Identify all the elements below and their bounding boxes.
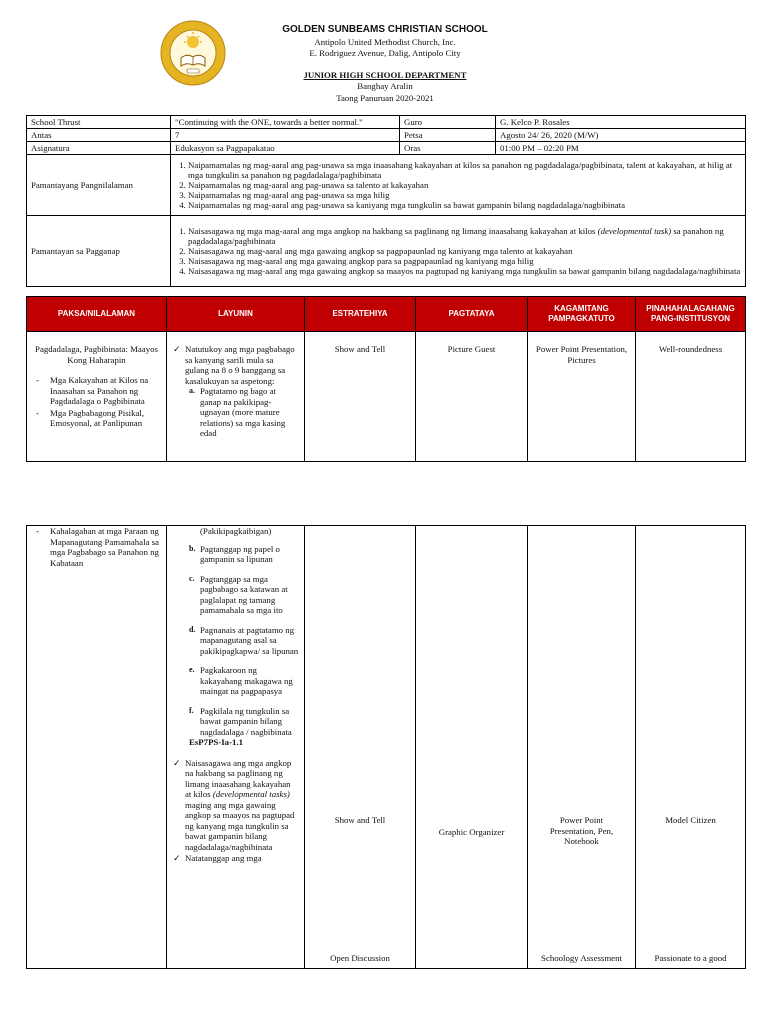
- document-type: Banghay Aralin: [357, 81, 413, 91]
- sub-item-letter: d.: [189, 624, 196, 634]
- estratehiya-cell: Show and Tell: [305, 332, 416, 462]
- pagganap-item: [188, 226, 741, 246]
- school-year: Taong Panuruan 2020-2021: [336, 93, 434, 103]
- pagtataya-cell: [416, 526, 528, 969]
- layunin-sub-item: [172, 625, 299, 657]
- kagamitan-cell: [528, 526, 636, 969]
- kagamitan-1: Power Point Presentation, Pen, Notebook: [549, 815, 614, 846]
- paksa-cell: [27, 332, 167, 462]
- layunin-cell: [167, 526, 305, 969]
- col-header-layunin: LAYUNIN: [167, 297, 305, 332]
- checkmark-icon: ✓: [173, 757, 181, 768]
- layunin-text: Natatanggap ang mga: [185, 853, 262, 863]
- competency-code: EsP7PS-Ia-1.1: [189, 737, 244, 747]
- antas-value: 7: [171, 129, 400, 142]
- pangnilalaman-item: 2. Naipamamalas ng mag-aaral ang pag-unawa sa talento at kakayahan: [188, 180, 741, 190]
- estratehiya-cell: [305, 526, 416, 969]
- layunin-objective: [172, 344, 299, 386]
- department-title: JUNIOR HIGH SCHOOL DEPARTMENT: [303, 70, 467, 80]
- paksa-cell: [27, 526, 167, 969]
- pangnilalaman-item: 4. Naipamamalas ng mag-aaral ang pag-unawa sa kaniyang mga tungkulin sa bawat gampanin bilang nagdadalaga/nagbibinata: [188, 200, 741, 210]
- sub-item-letter: f.: [189, 705, 194, 715]
- guro-label: Guro: [400, 116, 496, 129]
- paksa-title: Pagdadalaga, Pagbibinata: Maayos Kong Haharapin: [35, 344, 158, 365]
- layunin-text: maging ang mga gawaing angkop sa maayos na pagtupad ng kanyang mga tungkulin sa bawat gampanin bilang nagdadalaga/nagbibinata: [185, 799, 295, 852]
- pagganap-label: Pamantayan sa Pagganap: [27, 216, 171, 287]
- sub-item-text: Pagkakaroon ng kakayahang makagawa ng maingat na pagpapasya: [200, 665, 293, 696]
- kagamitan-2: Schoology Assessment: [541, 953, 622, 963]
- sub-item-text: Pagkilala ng tungkulin sa bawat gampanin bilang nagdadalaga / nagbibinata: [200, 705, 292, 737]
- pagganap-item-text: Naisasagawa ng mga mag-aaral ang mga angkop na hakbang sa paglinang ng limang inaasahang kakayahan at kilos: [188, 226, 598, 236]
- pagganap-item: 2. Naisasagawa ng mag-aaral ang mga gawaing angkop sa pagpapaunlad ng kaniyang mga talento at kakayahan: [188, 246, 741, 256]
- estratehiya-2: Open Discussion: [330, 953, 390, 963]
- paksa-item: - Mga Pagbabagong Pisikal, Emosyonal, at Panlipunan: [32, 408, 161, 429]
- estratehiya-1: Show and Tell: [334, 815, 386, 825]
- layunin-text: Natutukoy ang mga pagbabago sa kanyang sarili mula sa gulang na 8 o 9 hanggang sa kasalukuyan sa aspetong:: [185, 344, 295, 386]
- thrust-value: "Continuing with the ONE, towards a better normal.": [171, 116, 400, 129]
- school-name: GOLDEN SUNBEAMS CHRISTIAN SCHOOL: [282, 24, 488, 35]
- checkmark-icon: ✓: [173, 344, 181, 354]
- paksa-item: - Kahalagahan at mga Paraan ng Mapanagutang Pamamahala sa mga Pagbabago sa Panahon ng Kabataan: [32, 526, 161, 568]
- pagganap-item-text: sa panahon ng pagdadalaga/pagbibinata: [188, 226, 724, 246]
- col-header-pagtataya: PAGTATAYA: [416, 297, 528, 332]
- kagamitan-cell: Power Point Presentation, Pictures: [528, 332, 636, 462]
- pinahahalagahan-2: Passionate to a good: [654, 953, 727, 963]
- church-name: Antipolo United Methodist Church, Inc.: [314, 37, 456, 47]
- sub-item-letter: e.: [189, 665, 195, 674]
- pagganap-item: 3. Naisasagawa ng mag-aaral ang mga gawaing angkop para sa pagpapaunlad ng kaniyang mga hilig: [188, 256, 741, 266]
- asignatura-label: Asignatura: [27, 142, 171, 155]
- pagganap-item: 4. Naisasagawa ng mag-aaral ang mga gawaing angkop sa maayos na pagtupad ng kaniyang mga tungkulin sa bawat gampanin bilang nagdadalaga/nagbibinata: [188, 266, 741, 276]
- pinahahalagahan-cell: Well-roundedness: [636, 332, 746, 462]
- petsa-label: Petsa: [400, 129, 496, 142]
- pinahahalagahan-cell: [636, 526, 746, 969]
- school-seal-logo: [160, 20, 226, 86]
- paksa-item: - Mga Kakayahan at Kilos na Inaasahan sa Panahon ng Pagdadalaga o Pagbibinata: [32, 375, 161, 407]
- lesson-plan-table-2: [26, 525, 746, 969]
- lesson-info-table: [26, 115, 746, 287]
- antas-label: Antas: [27, 129, 171, 142]
- sub-item-text: Pagnanais at pagtatamo ng mapanagutang asal sa pakikipagkapwa/ sa lipunan: [200, 624, 299, 656]
- petsa-value: Agosto 24/ 26, 2020 (M/W): [496, 129, 746, 142]
- layunin-cell: [167, 332, 305, 462]
- checkmark-icon: ✓: [173, 853, 181, 863]
- layunin-sub-item: [172, 574, 299, 616]
- thrust-label: School Thrust: [27, 116, 171, 129]
- col-header-estratehiya: ESTRATEHIYA: [305, 297, 416, 332]
- pangnilalaman-label: Pamantayang Pangnilalaman: [27, 155, 171, 216]
- oras-value: 01:00 PM – 02:20 PM: [496, 142, 746, 155]
- oras-label: Oras: [400, 142, 496, 155]
- sub-item-letter: c.: [189, 573, 195, 583]
- col-header-pinahahalagahan: PINAHAHALAGAHANG PANG-INSTITUSYON: [636, 297, 746, 332]
- sub-item-text: Pagtatamo ng bago at ganap na pakikipag-ugnayan (more mature relations) sa mga kasing edad: [200, 386, 286, 438]
- layunin-text-italic: (developmental tasks): [212, 789, 290, 799]
- layunin-sub-item: [172, 386, 299, 439]
- school-address: E. Rodriguez Avenue, Dalig, Antipolo City: [309, 48, 461, 58]
- pagtataya-value: Graphic Organizer: [438, 827, 505, 837]
- layunin-continuation: (Pakikipagkaibigan): [200, 526, 272, 536]
- lesson-plan-table-1: [26, 296, 746, 462]
- pagganap-content: [171, 216, 746, 287]
- guro-value: G. Kelco P. Rosales: [496, 116, 746, 129]
- pagtataya-cell: Picture Guest: [416, 332, 528, 462]
- col-header-paksa: PAKSA/NILALAMAN: [27, 297, 167, 332]
- sub-item-text: Pagtanggap ng papel o gampanin sa lipunan: [200, 543, 280, 564]
- sub-item-letter: b.: [189, 543, 196, 553]
- layunin-objective: [172, 853, 299, 864]
- asignatura-value: Edukasyon sa Pagpapakatao: [171, 142, 400, 155]
- pangnilalaman-item: 1. Naipamamalas ng mag-aaral ang pag-unawa sa mga inaasahang kakayahan at kilos sa panahon ng pagdadalaga/pagbibinata, talent at kakayahan, at hilig at mga tungkulin sa panahon ng pagdadalaga/pagbibinata: [188, 160, 741, 180]
- layunin-sub-item: [172, 544, 299, 565]
- layunin-objective: [172, 758, 299, 853]
- layunin-text: Naisasagawa ang mga angkop na hakbang sa paglinang ng limang inaasahang kakayahan at kilos: [185, 757, 292, 799]
- sub-item-letter: a.: [189, 386, 195, 395]
- pagganap-item-italic: (developmental task): [597, 226, 672, 236]
- pinahahalagahan-1: Model Citizen: [665, 815, 716, 825]
- pangnilalaman-item: 3. Naipamamalas ng mag-aaral ang pag-unawa sa mga hilig: [188, 190, 741, 200]
- pangnilalaman-content: [171, 155, 746, 216]
- sub-item-text: Pagtanggap sa mga pagbabago sa katawan at paglalapat ng tamang pamamahala sa mga ito: [200, 573, 288, 615]
- layunin-sub-item: [172, 706, 299, 738]
- col-header-kagamitan: KAGAMITANG PAMPAGKATUTO: [528, 297, 636, 332]
- layunin-sub-item: [172, 665, 299, 697]
